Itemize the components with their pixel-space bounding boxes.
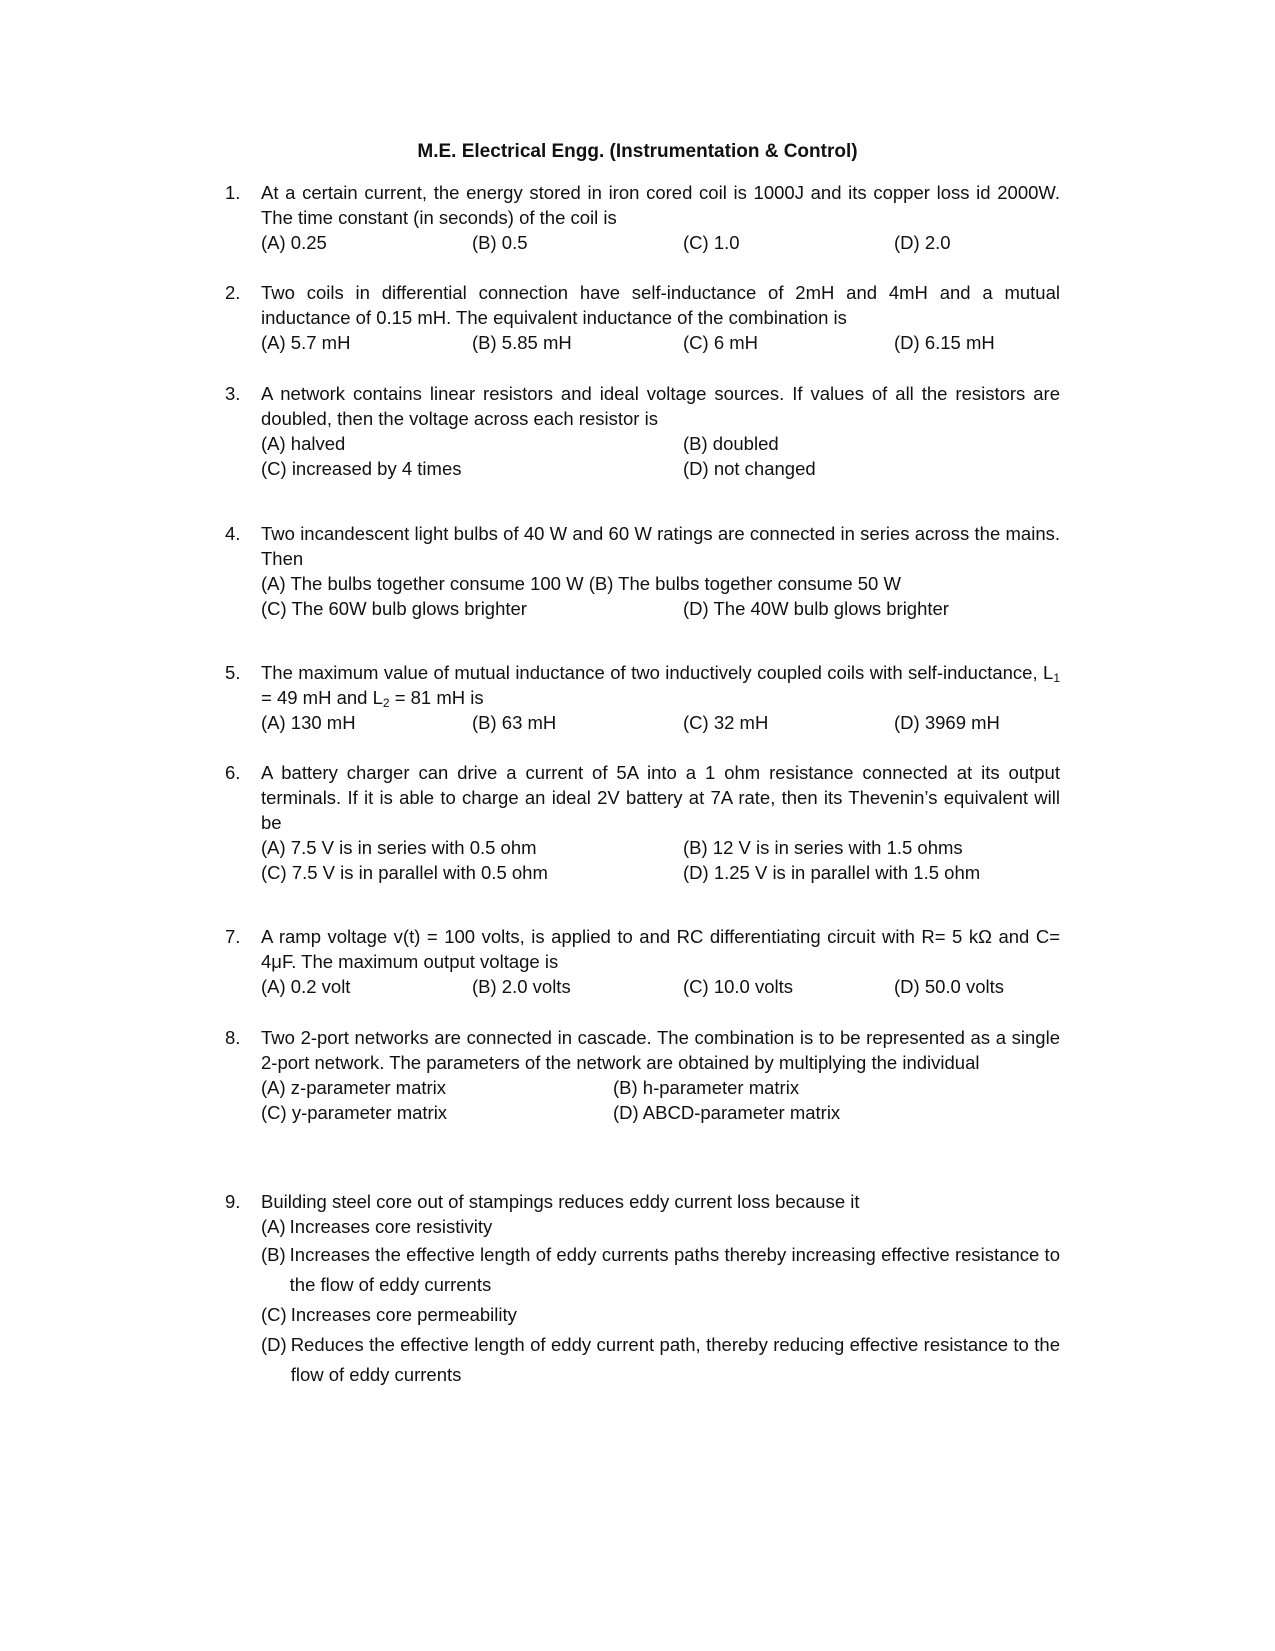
option-label: (C): [261, 1304, 287, 1325]
option-d: (D) 3969 mH: [894, 712, 1000, 733]
question-number: 2.: [225, 282, 241, 303]
stem-text: The maximum value of mutual inductance of two inductively coupled coils with self-inductance, L: [261, 662, 1054, 683]
option-c: (C) 32 mH: [683, 712, 769, 733]
option-c: (C) increased by 4 times: [261, 458, 462, 479]
question-stem: A ramp voltage v(t) = 100 volts, is applied to and RC differentiating circuit with R= 5 kΩ and C= 4μF. The maximum output voltage is: [261, 926, 1060, 972]
question-5: [225, 660, 1060, 735]
option-a: (A) halved: [261, 433, 346, 454]
options-row: [261, 330, 1060, 355]
question-number: 6.: [225, 762, 241, 783]
option-c: (C) 7.5 V is in parallel with 0.5 ohm: [261, 862, 548, 883]
option-label: (B): [261, 1244, 286, 1265]
question-stem: [261, 660, 1060, 710]
question-number: 8.: [225, 1027, 241, 1048]
option-d: (D) The 40W bulb glows brighter: [683, 598, 949, 619]
option-b: (B) doubled: [683, 433, 779, 454]
option-d: (D) not changed: [683, 458, 816, 479]
option-c: (C) 10.0 volts: [683, 976, 794, 997]
question-9: [225, 1189, 1060, 1390]
stem-text: = 49 mH and L: [261, 687, 383, 708]
option-a: (A) 7.5 V is in series with 0.5 ohm: [261, 837, 537, 858]
option-b: (B) 5.85 mH: [472, 332, 572, 353]
subscript: 1: [1053, 671, 1060, 685]
option-d: (D) 50.0 volts: [894, 976, 1005, 997]
option-b: (B) 63 mH: [472, 712, 557, 733]
question-4: [225, 521, 1060, 621]
option-d: (D) 1.25 V is in parallel with 1.5 ohm: [683, 862, 981, 883]
option-c: (C) 6 mH: [683, 332, 759, 353]
question-2: [225, 280, 1060, 355]
option-text: Reduces the effective length of eddy current path, thereby reducing effective resistance to the flow of eddy currents: [290, 1334, 1060, 1385]
option-a: (A) 130 mH: [261, 712, 356, 733]
page-title: M.E. Electrical Engg. (Instrumentation & Control): [417, 141, 858, 162]
question-stem: Two 2-port networks are connected in cascade. The combination is to be represented as a single 2-port network. The parameters of the network are obtained by multiplying the individual: [261, 1027, 1060, 1073]
options-grid: [261, 596, 1060, 621]
option-b: (B) 0.5: [472, 232, 528, 253]
option-b: (B) h-parameter matrix: [613, 1077, 800, 1098]
question-number: 9.: [225, 1191, 241, 1212]
option-a: (A) 0.2 volt: [261, 976, 351, 997]
option-text: Increases the effective length of eddy currents paths thereby increasing effective resistance to the flow of eddy currents: [289, 1244, 1060, 1295]
option-c: (C) 1.0: [683, 232, 740, 253]
options-grid: [261, 431, 1060, 481]
option-c: (C) y-parameter matrix: [261, 1102, 448, 1123]
question-1: [225, 180, 1060, 255]
question-stem: A battery charger can drive a current of 5A into a 1 ohm resistance connected at its output terminals. If it is able to charge an ideal 2V battery at 7A rate, then its Thevenin’s equivalent will be: [261, 762, 1060, 833]
options-grid: [261, 835, 1060, 885]
option-a: (A) z-parameter matrix: [261, 1077, 447, 1098]
question-6: [225, 760, 1060, 885]
option-a: [261, 1214, 1060, 1240]
stem-text: = 81 mH is: [389, 687, 484, 708]
question-number: 1.: [225, 182, 241, 203]
question-3: [225, 381, 1060, 481]
option-label: (D): [261, 1334, 287, 1355]
question-stem: Two incandescent light bulbs of 40 W and 60 W ratings are connected in series across the mains. Then: [261, 523, 1060, 569]
option-b: (B) 2.0 volts: [472, 976, 571, 997]
option-text: Increases core resistivity: [289, 1216, 493, 1237]
option-d: (D) ABCD-parameter matrix: [613, 1102, 841, 1123]
question-number: 4.: [225, 523, 241, 544]
option-c: [261, 1300, 1060, 1330]
option-a: (A) 5.7 mH: [261, 332, 351, 353]
option-b: [261, 1240, 1060, 1300]
option-c: (C) The 60W bulb glows brighter: [261, 598, 527, 619]
option-d: (D) 2.0: [894, 232, 951, 253]
option-text: Increases core permeability: [290, 1304, 517, 1325]
question-stem: Building steel core out of stampings reduces eddy current loss because it: [261, 1191, 860, 1212]
option-b: (B) 12 V is in series with 1.5 ohms: [683, 837, 963, 858]
options-row: [261, 710, 1060, 735]
option-d: [261, 1330, 1060, 1390]
options-row: [261, 974, 1060, 999]
question-stem: A network contains linear resistors and ideal voltage sources. If values of all the resistors are doubled, then the voltage across each resistor is: [261, 383, 1060, 429]
options-row: [261, 230, 1060, 255]
option-a-b: (A) The bulbs together consume 100 W (B) The bulbs together consume 50 W: [261, 573, 901, 594]
question-stem: At a certain current, the energy stored in iron cored coil is 1000J and its copper loss id 2000W. The time constant (in seconds) of the coil is: [261, 182, 1060, 228]
option-label: (A): [261, 1216, 286, 1237]
question-7: [225, 924, 1060, 999]
question-number: 5.: [225, 662, 241, 683]
option-a: (A) 0.25: [261, 232, 327, 253]
question-8: [225, 1025, 1060, 1125]
options-grid: [261, 1075, 1060, 1125]
option-d: (D) 6.15 mH: [894, 332, 995, 353]
subscript: 2: [382, 696, 390, 710]
question-number: 7.: [225, 926, 241, 947]
question-stem: Two coils in differential connection have self-inductance of 2mH and 4mH and a mutual inductance of 0.15 mH. The equivalent inductance of the combination is: [261, 282, 1060, 328]
question-number: 3.: [225, 383, 241, 404]
